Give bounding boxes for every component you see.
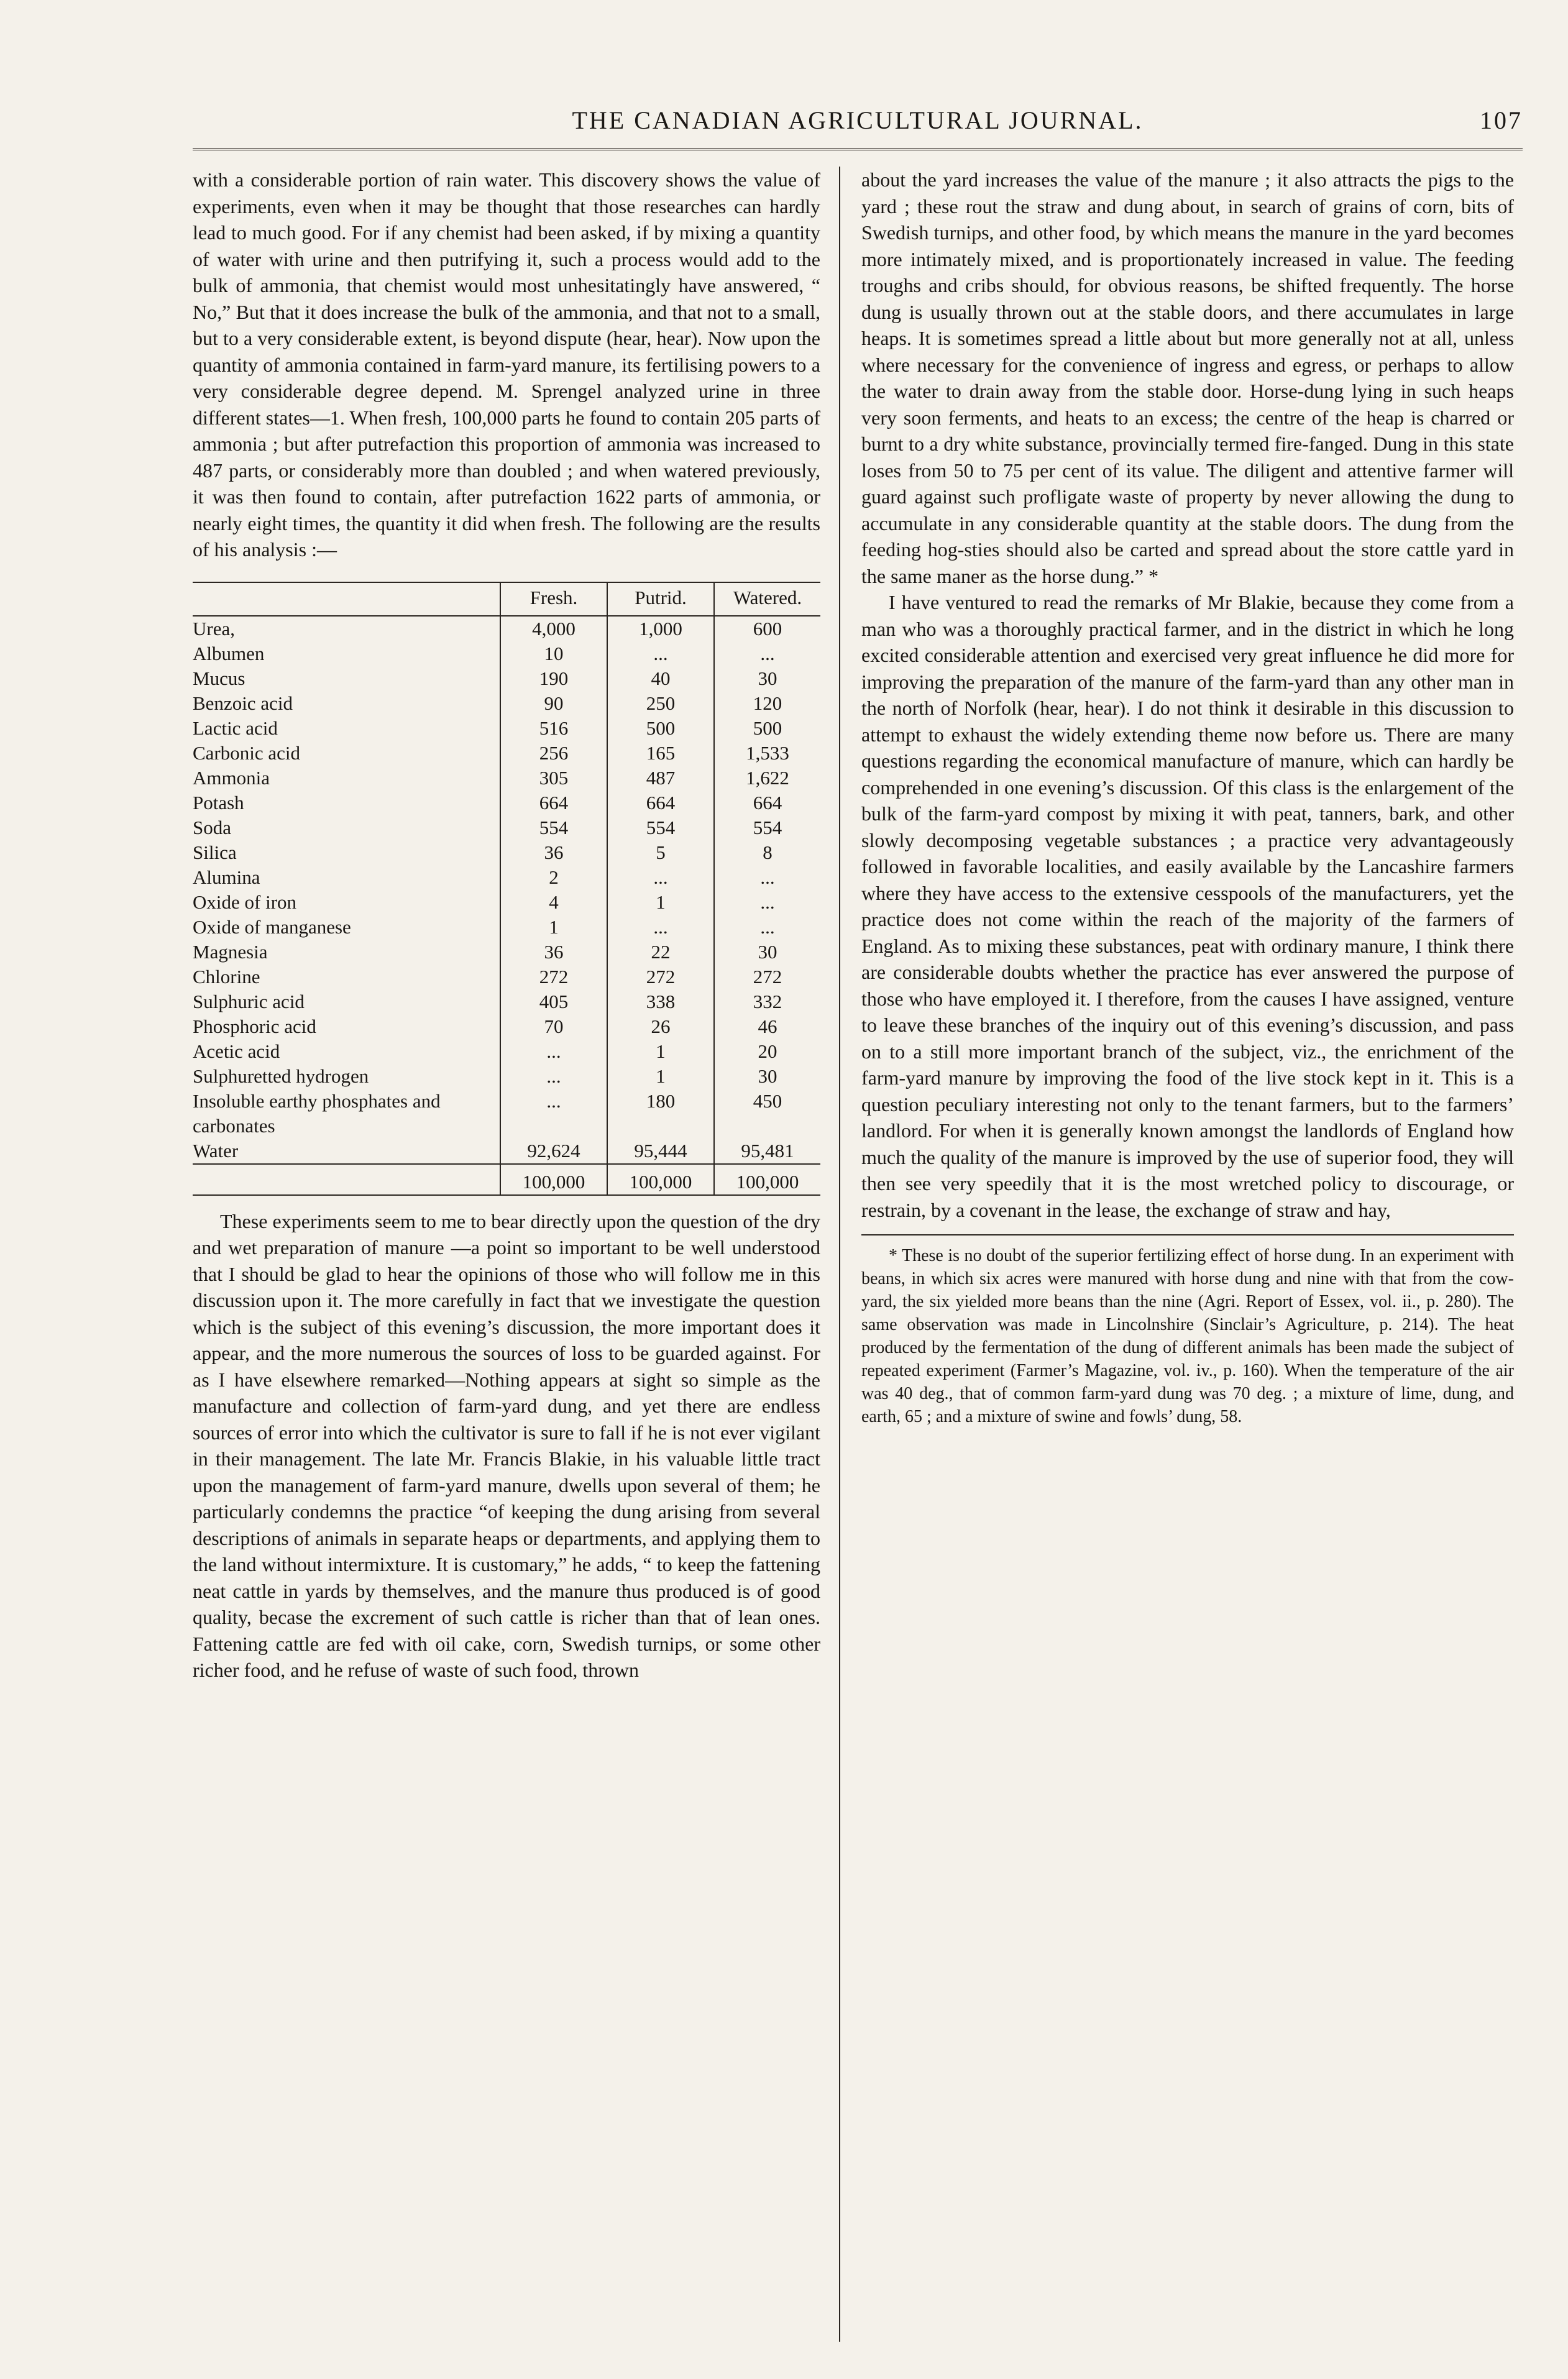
substance-name: Mucus: [193, 667, 245, 689]
table-row: [193, 815, 820, 840]
footnote: * These is no doubt of the superior fertilizing effect of horse dung. In an experiment with beans, in which six acres were manured with horse dung and nine with that from the cow-yard, the six yielded more beans than the nine (Agri. Report of Essex, vol. ii., p. 280). The same observation was made in Lincolnshire (Sinclair’s Agriculture, p. 214). The heat produced by the fermentation of the dung of different animals has been made the subject of repeated experiment (Farmer’s Magazine, vol. iv., p. 160). When the temperature of the air was 40 deg., that of common farm-yard dung was 70 deg. ; a mixture of lime, dung, and earth, 65 ; and a mixture of swine and fowls’ dung, 58.: [861, 1246, 1514, 1426]
table-row: [193, 691, 820, 716]
fresh-value: 516: [500, 716, 607, 741]
substance-name: Oxide of iron: [193, 891, 297, 913]
watered-value: 600: [714, 616, 820, 641]
fresh-value: 10: [500, 641, 607, 666]
substance-name: Ammonia: [193, 766, 270, 789]
table-row: [193, 1089, 820, 1139]
putrid-value: ...: [607, 915, 714, 940]
putrid-value: ...: [607, 865, 714, 890]
putrid-value: 338: [607, 989, 714, 1014]
putrid-value: 500: [607, 716, 714, 741]
right-paragraph-1: about the yard increases the value of the manure ; it also attracts the pigs to the yard ; these rout the straw and dung about, in search of grains of corn, bits of Swedish turnips, and other food, by which means the manure in the yard becomes more intimately mixed, and is proportionately increased in value. The feeding troughs and cribs should, for obvious reasons, be shifted frequently. The horse dung is usually thrown out at the stable doors, and there accumulates in large heaps. It is sometimes spread a little about but more generally not at all, unless where necessary for the convenience of ingress and egress, or perhaps to allow the water to drain away from the stable door. Horse-dung lying in such heaps very soon ferments, and heats to an excess; the centre of the heap is charred or burnt to a dry white substance, provincially termed fire-fanged. Dung in this state loses from 50 to 75 per cent of its value. The diligent and attentive farmer will guard against such profligate waste of property by never allowing the dung to accumulate in any considerable quantity at the stable doors. The dung from the feeding hog-sties should also be carted and spread about the store cattle yard in the same maner as the horse dung.” *: [861, 168, 1514, 587]
substance-name: Urea,: [193, 617, 235, 639]
substance-name: Water: [193, 1139, 239, 1162]
fresh-value: 92,624: [500, 1139, 607, 1164]
fresh-value: 4: [500, 890, 607, 915]
table-row: [193, 1064, 820, 1089]
fresh-value: 36: [500, 940, 607, 965]
column-header-fresh: Fresh.: [500, 582, 607, 616]
substance-name: Alumina: [193, 866, 260, 888]
watered-value: 1,533: [714, 741, 820, 766]
fresh-value: 90: [500, 691, 607, 716]
putrid-value: 1: [607, 1039, 714, 1064]
fresh-value: 2: [500, 865, 607, 890]
fresh-value: 664: [500, 791, 607, 815]
putrid-value: 95,444: [607, 1139, 714, 1164]
fresh-value: ...: [500, 1039, 607, 1064]
watered-value: 500: [714, 716, 820, 741]
column-header-watered: Watered.: [714, 582, 820, 616]
fresh-value: 1: [500, 915, 607, 940]
fresh-value: 272: [500, 965, 607, 989]
putrid-value: 1,000: [607, 616, 714, 641]
putrid-value: 165: [607, 741, 714, 766]
substance-name: Sulphuretted hydrogen: [193, 1065, 369, 1087]
table-row: [193, 989, 820, 1014]
substance-name: Insoluble earthy phosphates and carbonates: [193, 1089, 441, 1137]
fresh-value: ...: [500, 1064, 607, 1089]
watered-value: 8: [714, 840, 820, 865]
fresh-value: 256: [500, 741, 607, 766]
table-row: [193, 741, 820, 766]
table-body: [193, 616, 820, 1195]
left-paragraph-2: These experiments seem to me to bear directly upon the question of the dry and wet preparation of manure —a point so important to be well understood that I should be glad to hear the opinions of those who will follow me in this discussion upon it. The more carefully in fact that we investigate the question which is the subject of this evening’s discussion, the more important does it appear, and the more numerous the sources of loss to be guarded against. For as I have elsewhere remarked—Nothing appears at sight so simple as the manufacture and collection of farm-yard dung, and yet there are endless sources of error into which the cultivator is sure to fall if he is not ever vigilant in their management. The late Mr. Francis Blakie, in his valuable little tract upon the management of farm-yard manure, dwells upon several of them; he particularly condemns the practice “of keeping the dung arising from several descriptions of animals in separate heaps or departments, and applying them to the land without intermixture. It is customary,” he adds, “ to keep the fattening neat cattle in yards by themselves, and the manure thus produced is of good quality, becase the excrement of such cattle is richer than that of lean ones. Fattening cattle are fed with oil cake, corn, Swedish turnips, or some other richer food, and he refuse of waste of such food, thrown: [193, 1209, 820, 1681]
table-row: [193, 840, 820, 865]
table-row: [193, 915, 820, 940]
running-header: [193, 93, 1523, 145]
substance-name: Soda: [193, 816, 231, 838]
table-row: [193, 716, 820, 741]
watered-value: 30: [714, 1064, 820, 1089]
watered-value: 332: [714, 989, 820, 1014]
substance-header: [193, 582, 500, 616]
table-row: [193, 965, 820, 989]
putrid-value: 22: [607, 940, 714, 965]
table-row: [193, 1014, 820, 1039]
table-row: [193, 791, 820, 815]
watered-value: 30: [714, 940, 820, 965]
fresh-value: 36: [500, 840, 607, 865]
putrid-value: 487: [607, 766, 714, 791]
footnote-rule: [861, 1234, 1514, 1235]
table-total-row: [193, 1164, 820, 1195]
substance-name: Silica: [193, 841, 237, 863]
table-header-row: [193, 582, 820, 616]
fresh-value: ...: [500, 1089, 607, 1139]
table-row: [193, 616, 820, 641]
watered-value: 664: [714, 791, 820, 815]
substance-name: Acetic acid: [193, 1040, 280, 1062]
column-header-putrid: Putrid.: [607, 582, 714, 616]
substance-name: Magnesia: [193, 940, 268, 963]
table-row: [193, 1139, 820, 1164]
substance-name: Chlorine: [193, 965, 260, 988]
fresh-value: 70: [500, 1014, 607, 1039]
table-row: [193, 666, 820, 691]
putrid-value: 26: [607, 1014, 714, 1039]
putrid-value: 1: [607, 1064, 714, 1089]
urine-analysis-table: [193, 582, 820, 1196]
table-row: [193, 1039, 820, 1064]
watered-value: 20: [714, 1039, 820, 1064]
substance-name: Phosphoric acid: [193, 1015, 316, 1037]
table-row: [193, 865, 820, 890]
page-number: 107: [1480, 106, 1523, 134]
watered-value: 30: [714, 666, 820, 691]
fresh-total: 100,000: [500, 1164, 607, 1195]
watered-value: 46: [714, 1014, 820, 1039]
watered-value: 554: [714, 815, 820, 840]
left-column: [193, 167, 820, 2342]
watered-total: 100,000: [714, 1164, 820, 1195]
column-separator: [839, 167, 840, 2342]
substance-name: Albumen: [193, 642, 265, 664]
substance-name: Sulphuric acid: [193, 990, 305, 1012]
table-row: [193, 766, 820, 791]
table-row: [193, 641, 820, 666]
watered-value: 1,622: [714, 766, 820, 791]
watered-value: 272: [714, 965, 820, 989]
fresh-value: 4,000: [500, 616, 607, 641]
putrid-value: 272: [607, 965, 714, 989]
putrid-value: 5: [607, 840, 714, 865]
watered-value: 95,481: [714, 1139, 820, 1164]
putrid-value: 180: [607, 1089, 714, 1139]
substance-name: Benzoic acid: [193, 692, 293, 714]
substance-name: Carbonic acid: [193, 741, 301, 764]
substance-name: Oxide of manganese: [193, 915, 351, 938]
putrid-value: 40: [607, 666, 714, 691]
watered-value: ...: [714, 865, 820, 890]
table-row: [193, 940, 820, 965]
watered-value: 450: [714, 1089, 820, 1139]
watered-value: 120: [714, 691, 820, 716]
total-label: [193, 1164, 500, 1195]
fresh-value: 405: [500, 989, 607, 1014]
right-paragraph-2: I have ventured to read the remarks of Mr Blakie, because they come from a man who was a thoroughly practical farmer, and in the district in which he long excited considerable attention and exercised very great influence he did more for improving the preparation of the manure of the farm-yard than any other man in the north of Norfolk (hear, hear). I do not think it desirable in this discussion to attempt to exhaust the widely extending theme now before us. There are many questions regarding the economical manufacture of manure, which can hardly be comprehended in one evening’s discussion. Of this class is the enlargement of the bulk of the farm-yard compost by mixing it with peat, tanners, bark, and other slowly decomposing vegetable substances ; a practice very advantageously followed in favorable localities, and easily available by the Lancashire farmers where they have access to the extensive cesspools of the manufacturers, yet the practice does not come within the reach of the majority of the farmers of England. As to mixing these substances, peat with ordinary manure, I think there are considerable doubts whether the practice has ever answered the purpose of those who have employed it. I therefore, from the causes I have assigned, venture to leave these branches of the inquiry out of this evening’s discussion, and pass on to a still more important branch of the subject, viz., the enrichment of the farm-yard manure by improving the food of the live stock kept in it. This is a question peculiary interesting not only to the tenant farmers, but to the farmers’ landlord. For when it is generally known amongst the landlords of England how much the quality of the manure is improved by the use of superior food, they will then see very speedily that it is the most wretched policy to discourage, or restrain, by a covenant in the lease, the exchange of straw and hay,: [861, 591, 1514, 1221]
table-row: [193, 890, 820, 915]
watered-value: ...: [714, 641, 820, 666]
journal-title: THE CANADIAN AGRICULTURAL JOURNAL.: [572, 106, 1144, 134]
journal-page: [193, 93, 1523, 2355]
substance-name: Lactic acid: [193, 717, 278, 739]
putrid-value: 250: [607, 691, 714, 716]
putrid-total: 100,000: [607, 1164, 714, 1195]
putrid-value: 1: [607, 890, 714, 915]
watered-value: ...: [714, 915, 820, 940]
substance-name: Potash: [193, 791, 244, 814]
putrid-value: ...: [607, 641, 714, 666]
putrid-value: 664: [607, 791, 714, 815]
header-rule: [193, 148, 1523, 150]
putrid-value: 554: [607, 815, 714, 840]
fresh-value: 554: [500, 815, 607, 840]
fresh-value: 190: [500, 666, 607, 691]
right-column: [861, 167, 1514, 2342]
watered-value: ...: [714, 890, 820, 915]
fresh-value: 305: [500, 766, 607, 791]
left-paragraph-1: with a considerable portion of rain water. This discovery shows the value of experiments, even when it may be thought that those researches can hardly lead to much good. For if any chemist had been asked, if by mixing a quantity of water with urine and then putrifying it, such a process would add to the bulk of ammonia, that chemist would most unhesitatingly have answered, “ No,” But that it does increase the bulk of the ammonia, and that not to a small, but to a very considerable extent, is beyond dispute (hear, hear). Now upon the quantity of ammonia contained in farm-yard manure, its fertilising powers to a very considerable degree depend. M. Sprengel analyzed urine in three different states—1. When fresh, 100,000 parts he found to contain 205 parts of ammonia ; but after putrefaction this proportion of ammonia was increased to 487 parts, or considerably more than doubled ; and when watered previously, it was then found to contain, after putrefaction 1622 parts of ammonia, or nearly eight times, the quantity it did when fresh. The following are the results of his analysis :—: [193, 168, 820, 561]
